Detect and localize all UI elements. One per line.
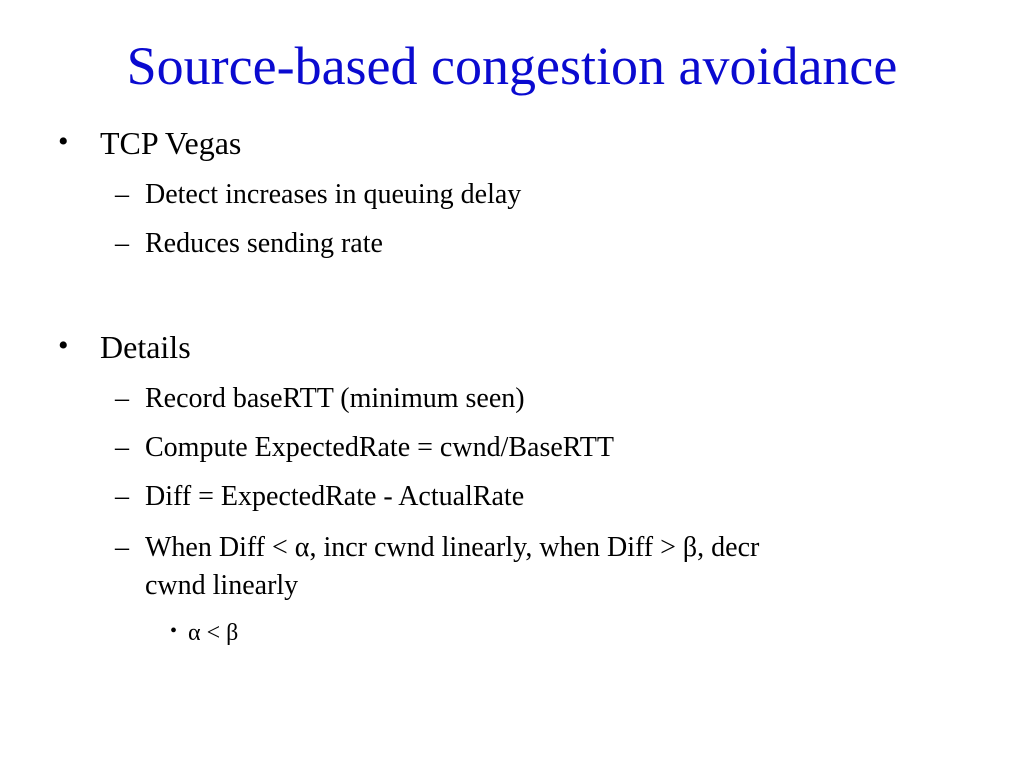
bullet-text: Details xyxy=(100,329,191,365)
sub-bullet-text: Compute ExpectedRate = cwnd/BaseRTT xyxy=(145,432,614,463)
sub-bullet-text: Record baseRTT (minimum seen) xyxy=(145,383,525,414)
sub-bullet-text: When Diff < α, incr cwnd linearly, when Diff > β, decr xyxy=(145,532,760,563)
dash-marker: – xyxy=(115,228,129,259)
dash-marker: – xyxy=(115,179,129,210)
bullet-marker: • xyxy=(58,125,69,158)
third-level-text: α < β xyxy=(188,620,239,646)
slide-title: Source-based congestion avoidance xyxy=(126,36,898,96)
sub-bullet-text: Diff = ExpectedRate - ActualRate xyxy=(145,481,525,512)
small-bullet-marker: • xyxy=(170,620,178,642)
bullet-marker: • xyxy=(58,329,69,362)
bullet-text: TCP Vegas xyxy=(100,125,242,161)
dash-marker: – xyxy=(115,481,129,512)
sub-bullet-text: Detect increases in queuing delay xyxy=(145,179,522,210)
sub-bullet-text: Reduces sending rate xyxy=(145,228,383,259)
dash-marker: – xyxy=(115,432,129,463)
dash-marker: – xyxy=(115,383,129,414)
sub-bullet-text: cwnd linearly xyxy=(145,570,299,601)
dash-marker: – xyxy=(115,532,129,563)
